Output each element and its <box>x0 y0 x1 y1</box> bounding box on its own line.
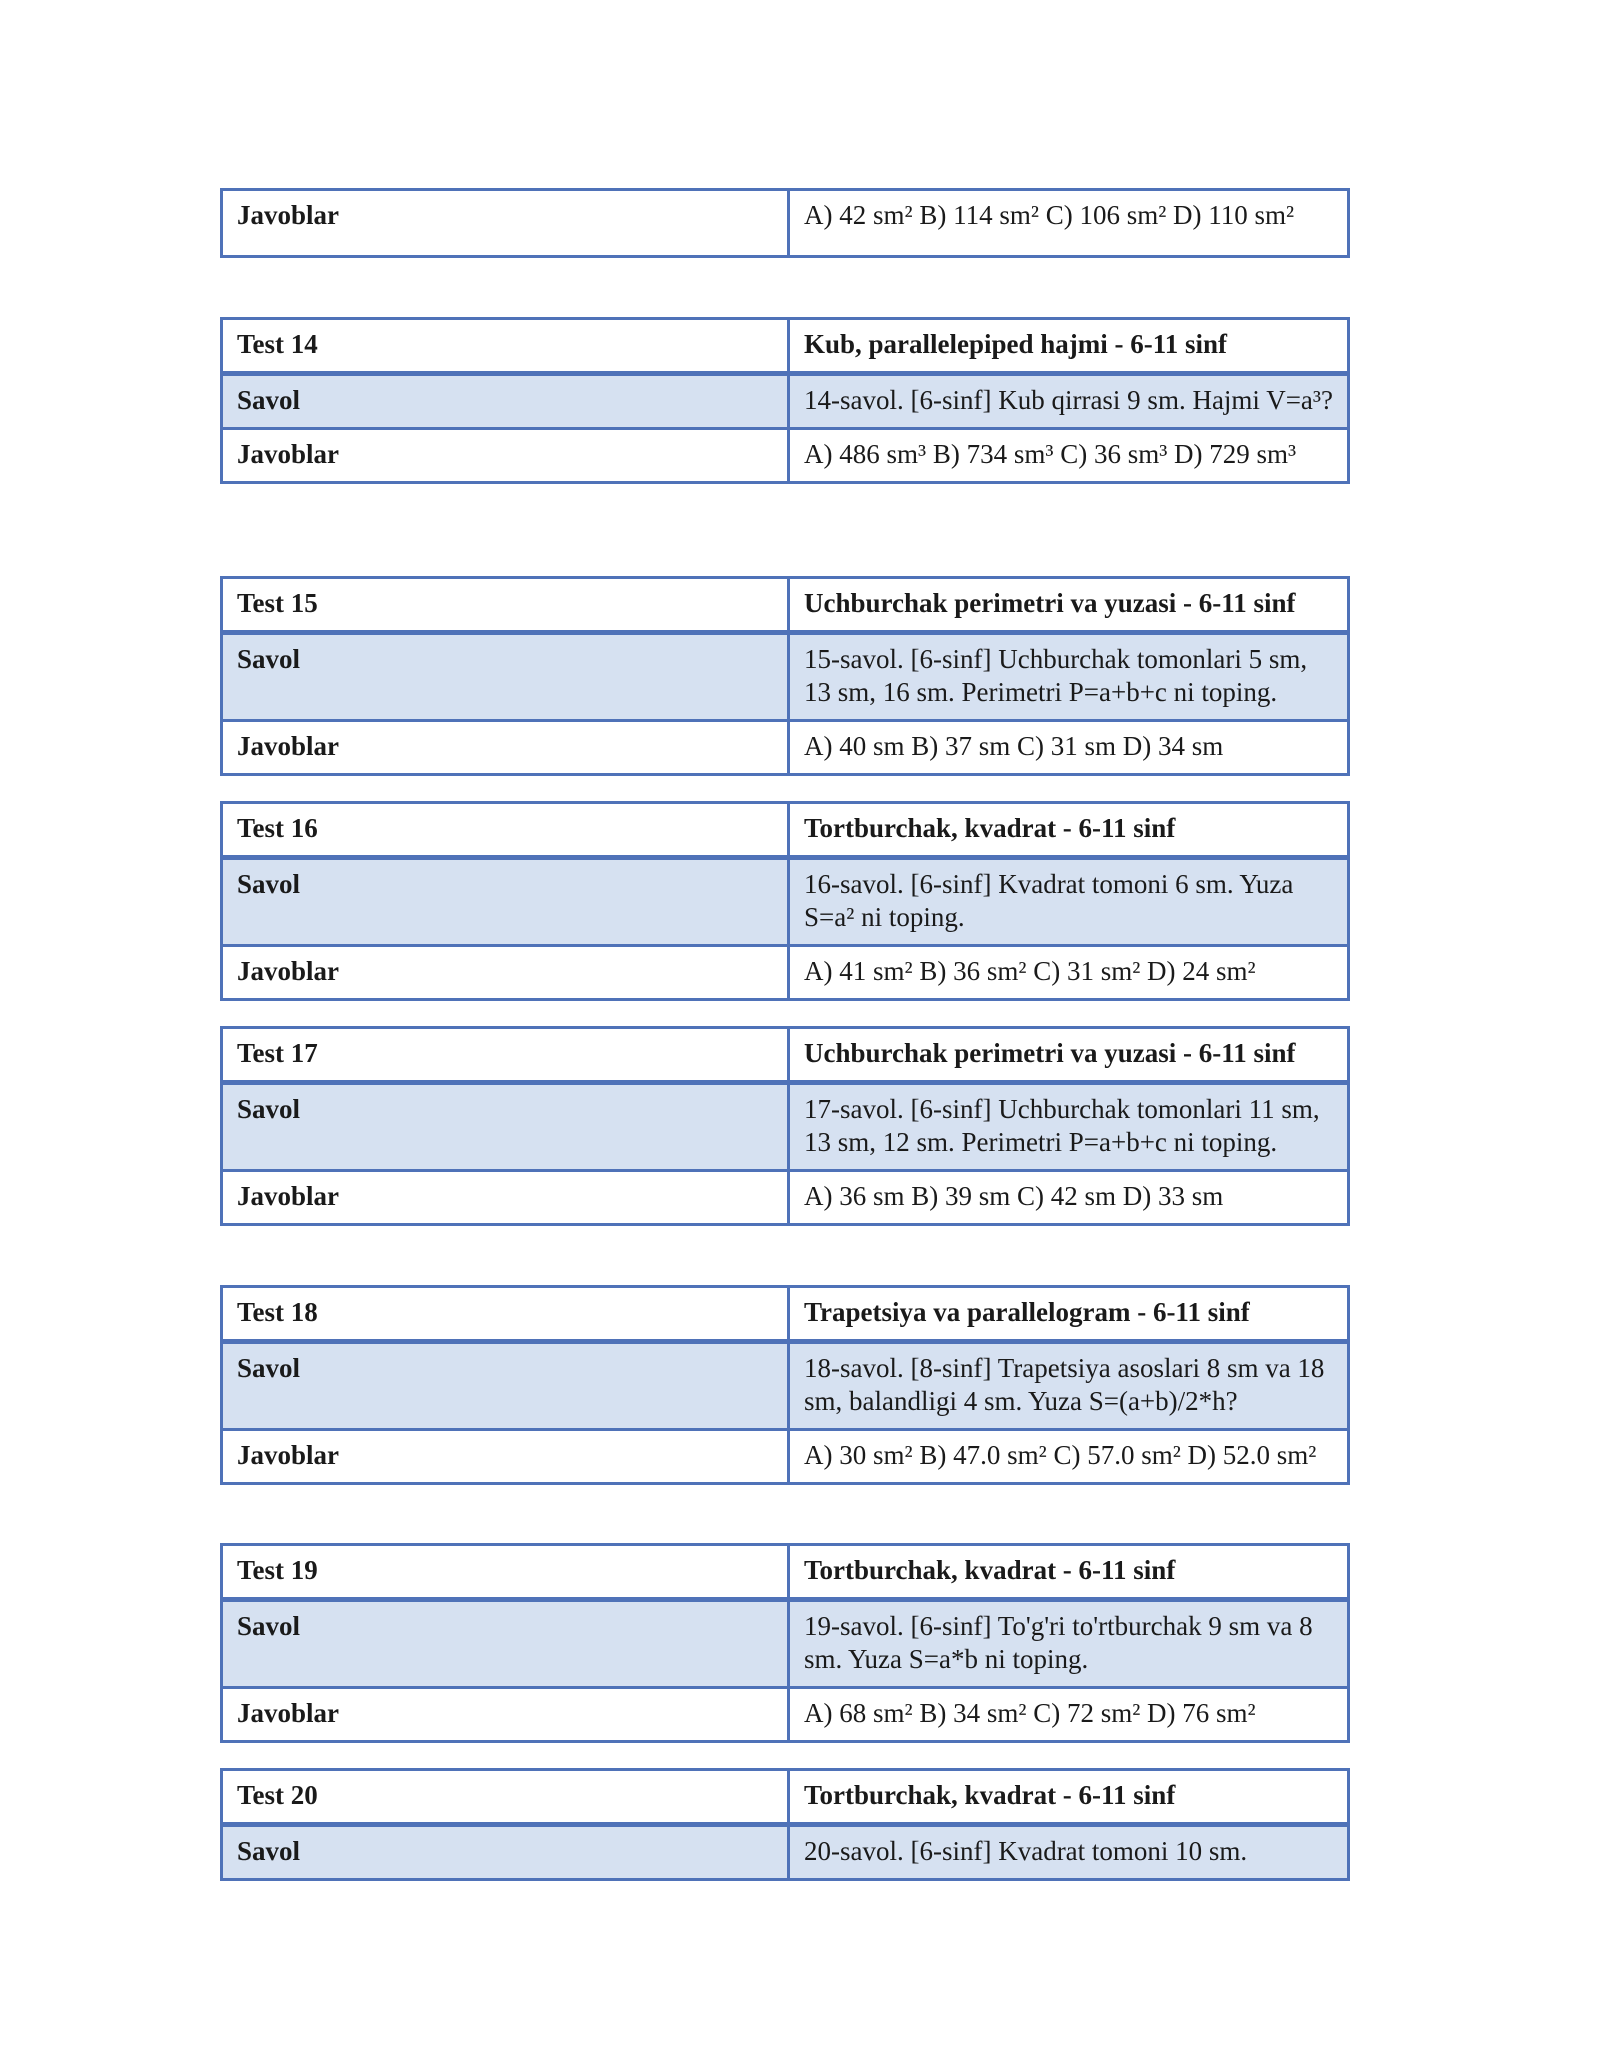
test-title: Test 15 <box>222 578 789 633</box>
test-title: Test 14 <box>222 319 789 374</box>
test-topic: Tortburchak, kvadrat - 6-11 sinf <box>789 1545 1349 1600</box>
answers-row <box>222 429 1349 483</box>
question-row <box>222 1600 1349 1688</box>
question-label: Savol <box>222 374 789 429</box>
answers-text: A) 42 sm² B) 114 sm² C) 106 sm² D) 110 sm² <box>789 190 1349 257</box>
question-label: Savol <box>222 1825 789 1880</box>
question-label: Savol <box>222 1600 789 1688</box>
question-text: 18-savol. [8-sinf] Trapetsiya asoslari 8 sm va 18 sm, balandligi 4 sm. Yuza S=(a+b)/2*h? <box>789 1342 1349 1430</box>
test-table-17 <box>220 1026 1350 1226</box>
test-header-row <box>222 1287 1349 1342</box>
question-label: Savol <box>222 858 789 946</box>
test-table-14 <box>220 317 1350 484</box>
answers-label: Javoblar <box>222 1688 789 1742</box>
answers-row <box>222 190 1349 257</box>
test-table-19 <box>220 1543 1350 1743</box>
question-text: 14-savol. [6-sinf] Kub qirrasi 9 sm. Hajmi V=a³? <box>789 374 1349 429</box>
answers-text: A) 30 sm² B) 47.0 sm² C) 57.0 sm² D) 52.0 sm² <box>789 1430 1349 1484</box>
answers-text: A) 486 sm³ B) 734 sm³ C) 36 sm³ D) 729 sm³ <box>789 429 1349 483</box>
test-header-row <box>222 319 1349 374</box>
answers-text: A) 36 sm B) 39 sm C) 42 sm D) 33 sm <box>789 1171 1349 1225</box>
test-table-13 <box>220 188 1350 258</box>
test-table-18 <box>220 1285 1350 1485</box>
answers-label: Javoblar <box>222 1171 789 1225</box>
question-label: Savol <box>222 1083 789 1171</box>
test-table-20 <box>220 1768 1350 1881</box>
question-label: Savol <box>222 633 789 721</box>
question-row <box>222 633 1349 721</box>
question-text: 16-savol. [6-sinf] Kvadrat tomoni 6 sm. Yuza S=a² ni toping. <box>789 858 1349 946</box>
test-topic: Uchburchak perimetri va yuzasi - 6-11 sinf <box>789 578 1349 633</box>
question-row <box>222 1825 1349 1880</box>
test-header-row <box>222 1545 1349 1600</box>
question-label: Savol <box>222 1342 789 1430</box>
test-title: Test 19 <box>222 1545 789 1600</box>
test-topic: Tortburchak, kvadrat - 6-11 sinf <box>789 1770 1349 1825</box>
test-header-row <box>222 578 1349 633</box>
answers-label: Javoblar <box>222 721 789 775</box>
answers-text: A) 41 sm² B) 36 sm² C) 31 sm² D) 24 sm² <box>789 946 1349 1000</box>
answers-row <box>222 1430 1349 1484</box>
test-title: Test 20 <box>222 1770 789 1825</box>
answers-label: Javoblar <box>222 946 789 1000</box>
answers-row <box>222 1688 1349 1742</box>
question-text: 19-savol. [6-sinf] To'g'ri to'rtburchak 9 sm va 8 sm. Yuza S=a*b ni toping. <box>789 1600 1349 1688</box>
answers-row <box>222 721 1349 775</box>
answers-label: Javoblar <box>222 190 789 257</box>
test-topic: Tortburchak, kvadrat - 6-11 sinf <box>789 803 1349 858</box>
test-header-row <box>222 803 1349 858</box>
test-topic: Kub, parallelepiped hajmi - 6-11 sinf <box>789 319 1349 374</box>
question-text: 20-savol. [6-sinf] Kvadrat tomoni 10 sm. <box>789 1825 1349 1880</box>
question-row <box>222 1083 1349 1171</box>
answers-text: A) 68 sm² B) 34 sm² C) 72 sm² D) 76 sm² <box>789 1688 1349 1742</box>
question-text: 17-savol. [6-sinf] Uchburchak tomonlari 11 sm, 13 sm, 12 sm. Perimetri P=a+b+c ni toping. <box>789 1083 1349 1171</box>
question-row <box>222 858 1349 946</box>
question-row <box>222 374 1349 429</box>
test-header-row <box>222 1770 1349 1825</box>
test-title: Test 16 <box>222 803 789 858</box>
answers-label: Javoblar <box>222 1430 789 1484</box>
answers-row <box>222 946 1349 1000</box>
test-topic: Trapetsiya va parallelogram - 6-11 sinf <box>789 1287 1349 1342</box>
test-header-row <box>222 1028 1349 1083</box>
question-row <box>222 1342 1349 1430</box>
answers-row <box>222 1171 1349 1225</box>
answers-label: Javoblar <box>222 429 789 483</box>
test-table-16 <box>220 801 1350 1001</box>
test-title: Test 18 <box>222 1287 789 1342</box>
question-text: 15-savol. [6-sinf] Uchburchak tomonlari 5 sm, 13 sm, 16 sm. Perimetri P=a+b+c ni toping. <box>789 633 1349 721</box>
answers-text: A) 40 sm B) 37 sm C) 31 sm D) 34 sm <box>789 721 1349 775</box>
test-topic: Uchburchak perimetri va yuzasi - 6-11 sinf <box>789 1028 1349 1083</box>
test-title: Test 17 <box>222 1028 789 1083</box>
test-table-15 <box>220 576 1350 776</box>
